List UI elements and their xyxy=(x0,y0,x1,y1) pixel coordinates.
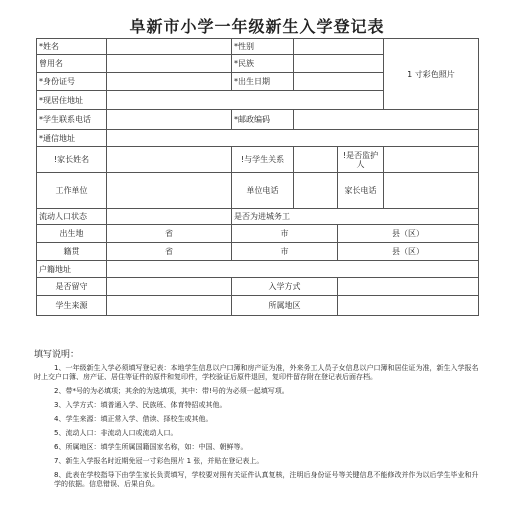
label-is-guardian: !是否监护人 xyxy=(338,147,384,173)
label-id-number: *身份证号 xyxy=(37,73,107,91)
label-postal-code: *邮政编码 xyxy=(232,110,294,130)
instruction-5: 5、流动人口：非流动人口或流动人口。 xyxy=(54,429,178,437)
field-mailing-address[interactable] xyxy=(107,130,479,147)
label-enrollment-method: 入学方式 xyxy=(232,278,338,296)
field-migrant-status[interactable] xyxy=(107,209,232,225)
label-native-place: 籍贯 xyxy=(37,243,107,261)
field-work-unit[interactable] xyxy=(107,173,232,209)
label-region: 所属地区 xyxy=(232,296,338,316)
label-household-address: 户籍地址 xyxy=(37,261,107,278)
instructions xyxy=(34,347,484,494)
field-parent-phone[interactable] xyxy=(384,173,479,209)
field-enrollment-method[interactable] xyxy=(338,278,479,296)
birthplace-province[interactable]: 省 xyxy=(107,225,232,243)
label-relationship: !与学生关系 xyxy=(232,147,294,173)
field-id-number[interactable] xyxy=(107,73,232,91)
field-former-name[interactable] xyxy=(107,55,232,73)
field-student-source[interactable] xyxy=(107,296,232,316)
label-former-name: 曾用名 xyxy=(37,55,107,73)
field-name[interactable] xyxy=(107,39,232,55)
birthplace-county[interactable]: 县（区） xyxy=(338,225,479,243)
label-current-address: *现居住地址 xyxy=(37,91,107,110)
label-student-source: 学生来源 xyxy=(37,296,107,316)
label-ethnicity: *民族 xyxy=(232,55,294,73)
label-parent-phone: 家长电话 xyxy=(338,173,384,209)
field-is-guardian[interactable] xyxy=(384,147,479,173)
field-relationship[interactable] xyxy=(294,147,338,173)
instruction-4: 4、学生来源：填正常入学、借读、择校生或其他。 xyxy=(54,415,213,423)
label-migrant-worker: 是否为进城务工 xyxy=(232,209,479,225)
native-province[interactable]: 省 xyxy=(107,243,232,261)
registration-table xyxy=(36,38,479,316)
field-birth-date[interactable] xyxy=(294,73,384,91)
birthplace-city[interactable]: 市 xyxy=(232,225,338,243)
instruction-7: 7、新生入学报名时近期免冠一寸彩色照片 1 张，并贴在登记表上。 xyxy=(54,457,264,465)
label-left-behind: 是否留守 xyxy=(37,278,107,296)
field-postal-code[interactable] xyxy=(294,110,479,130)
field-gender[interactable] xyxy=(294,39,384,55)
native-city[interactable]: 市 xyxy=(232,243,338,261)
photo-box: 1 寸彩色照片 xyxy=(384,39,479,110)
field-work-phone[interactable] xyxy=(294,173,338,209)
instruction-3: 3、入学方式：填普通入学、民族班、体育特招或其他。 xyxy=(54,401,227,409)
instruction-8: 8、此表在学校指导下由学生家长负责填写，学校要对照有关证件认真复核，注明后身份证号等关键信息不能修改并作为以后学生毕业和升学的依据。信息错误、后果自负。 xyxy=(54,471,479,488)
form-title: 阜新市小学一年级新生入学登记表 xyxy=(129,17,385,36)
instructions-title: 填写说明： xyxy=(34,350,80,360)
label-birthplace: 出生地 xyxy=(37,225,107,243)
instruction-2: 2、带*号的为必填项；其余的为选填项，其中：带!号的为必须一起填写项。 xyxy=(54,387,289,395)
label-work-phone: 单位电话 xyxy=(232,173,294,209)
instruction-6: 6、所属地区：填学生所属国籍国家名称，如：中国、朝鲜等。 xyxy=(54,443,248,451)
field-household-address[interactable] xyxy=(107,261,479,278)
field-current-address[interactable] xyxy=(107,91,384,110)
label-name: *姓名 xyxy=(37,39,107,55)
label-migrant-status: 流动人口状态 xyxy=(37,209,107,225)
field-student-phone[interactable] xyxy=(107,110,232,130)
native-county[interactable]: 县（区） xyxy=(338,243,479,261)
label-work-unit: 工作单位 xyxy=(37,173,107,209)
instruction-1: 1、一年级新生入学必须填写登记表：本地学生信息以户口簿和房产证为准，外来务工人员子女信息以户口簿和居住证为准，新生入学报名时上交户口簿、房产证、居住等证件的原件和复印件，学校验证后原件退回，复印件留存附在登记表后面存档。 xyxy=(34,364,479,381)
label-parent-name: !家长姓名 xyxy=(37,147,107,173)
field-parent-name[interactable] xyxy=(107,147,232,173)
label-mailing-address: *通信地址 xyxy=(37,130,107,147)
field-ethnicity[interactable] xyxy=(294,55,384,73)
label-student-phone: *学生联系电话 xyxy=(37,110,107,130)
label-gender: *性别 xyxy=(232,39,294,55)
label-birth-date: *出生日期 xyxy=(232,73,294,91)
field-left-behind[interactable] xyxy=(107,278,232,296)
field-region[interactable] xyxy=(338,296,479,316)
